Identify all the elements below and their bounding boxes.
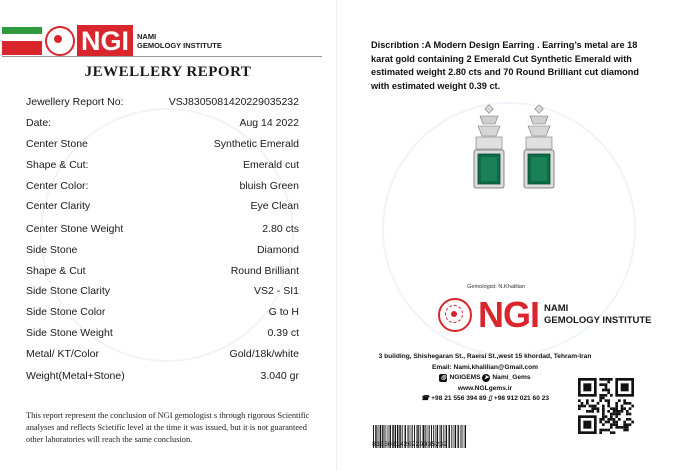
report-value: 0.39 ct — [267, 327, 299, 339]
report-label: Center Stone Weight — [26, 223, 124, 235]
ngi-seal-icon — [438, 298, 472, 332]
phone-icon: ☎ — [420, 395, 430, 403]
report-label: Metal/ KT/Color — [26, 348, 99, 360]
gemologist-signature: Gemologist: N.Khalilian — [467, 284, 526, 290]
report-row — [26, 180, 299, 200]
qr-code[interactable] — [578, 378, 634, 434]
instagram-icon: ◎ — [440, 375, 447, 382]
brand-name: NAMI GEMOLOGY INSTITUTE — [544, 303, 652, 326]
report-row — [26, 244, 299, 264]
report-value: Eye Clean — [250, 200, 299, 212]
barcode-number: 8305081420229035232 — [372, 441, 448, 448]
website[interactable]: www.NGLgems.ir — [457, 384, 513, 392]
report-label: Shape & Cut — [26, 265, 86, 277]
report-label: Side Stone Clarity — [26, 285, 111, 297]
report-row — [26, 285, 299, 305]
report-row — [26, 370, 299, 390]
report-value: Gold/18k/white — [229, 348, 299, 360]
report-row — [26, 117, 299, 137]
center-divider — [336, 0, 337, 471]
report-row — [26, 159, 299, 179]
mobile-icon: ▯ — [488, 395, 492, 403]
brand-logo-right — [438, 294, 652, 335]
report-row — [26, 327, 299, 347]
report-row — [26, 200, 299, 220]
report-value: bluish Green — [239, 180, 299, 192]
mobile[interactable]: ▯ +98 912 021 60 23 — [488, 394, 549, 405]
report-value: Round Brilliant — [230, 265, 299, 277]
report-label: Date: — [26, 117, 52, 129]
report-label: Center Clarity — [26, 200, 91, 212]
header-rule — [2, 56, 322, 57]
earrings-photo — [466, 104, 562, 200]
report-value: Diamond — [256, 244, 299, 256]
report-label: Weight(Metal+Stone) — [26, 370, 125, 382]
item-description: Discribtion :A Modern Design Earring . Earring’s metal are 18 karat gold containing 2 Emerald Cut Synthetic Emerald with estimated weight 2.80 cts and 70 Round Brilliant cut diamond with estimated weight 0.39 ct. — [371, 40, 640, 91]
report-row — [26, 223, 299, 243]
disclaimer-footnote: This report represent the conclusion of NGI gemologist s through rigorous Scientific analyses and reflects Scietific level at the time it was issued, but it is not guaranteed other laboratories will reach the same conclusion. — [26, 411, 310, 444]
instagram-link[interactable]: ◎ NGIGEMS — [440, 374, 481, 382]
phone-numbers — [372, 394, 598, 405]
iran-flag-icon — [2, 27, 42, 55]
email[interactable]: Email: Nami.khalilian@Gmail.com — [431, 363, 539, 371]
report-value: VS2 - SI1 — [254, 285, 299, 297]
report-label: Center Stone — [26, 138, 88, 150]
report-label: Jewellery Report No: — [26, 96, 124, 108]
brand-logo-left — [45, 24, 222, 58]
report-row — [26, 138, 299, 158]
report-label: Center Color: — [26, 180, 89, 192]
telegram-icon: ➤ — [483, 375, 489, 382]
report-value: Emerald cut — [242, 159, 299, 171]
social-links — [372, 373, 598, 384]
report-value: Aug 14 2022 — [239, 117, 299, 129]
report-value: 2.80 cts — [262, 223, 299, 235]
report-value: VSJ830508142022903523​2 — [168, 96, 299, 108]
report-label: Side Stone Weight — [26, 327, 113, 339]
ngi-seal-icon — [45, 26, 75, 56]
report-label: Side Stone — [26, 244, 78, 256]
report-value: 3.040 gr — [260, 370, 299, 382]
report-row — [26, 96, 299, 116]
report-row — [26, 306, 299, 326]
phone[interactable]: ☎ +98 21 556 394 89 — [421, 394, 486, 405]
contact-block — [372, 352, 598, 405]
report-value: Synthetic Emerald — [213, 138, 299, 150]
page-title: JEWELLERY REPORT — [84, 64, 252, 80]
report-value: G to H — [268, 306, 299, 318]
brand-name: NAMI GEMOLOGY INSTITUTE — [137, 32, 222, 50]
logo-text: NGI — [77, 25, 133, 57]
address: 3 building, Shishegaran St., Raeisi St.,west 15 khordad, Tehram-Iran — [378, 353, 592, 360]
report-label: Shape & Cut: — [26, 159, 89, 171]
report-row — [26, 348, 299, 368]
report-label: Side Stone Color — [26, 306, 106, 318]
report-row — [26, 265, 299, 285]
telegram-link[interactable]: ➤ Nami_Gems — [483, 374, 531, 382]
logo-text: NGI — [478, 294, 540, 335]
